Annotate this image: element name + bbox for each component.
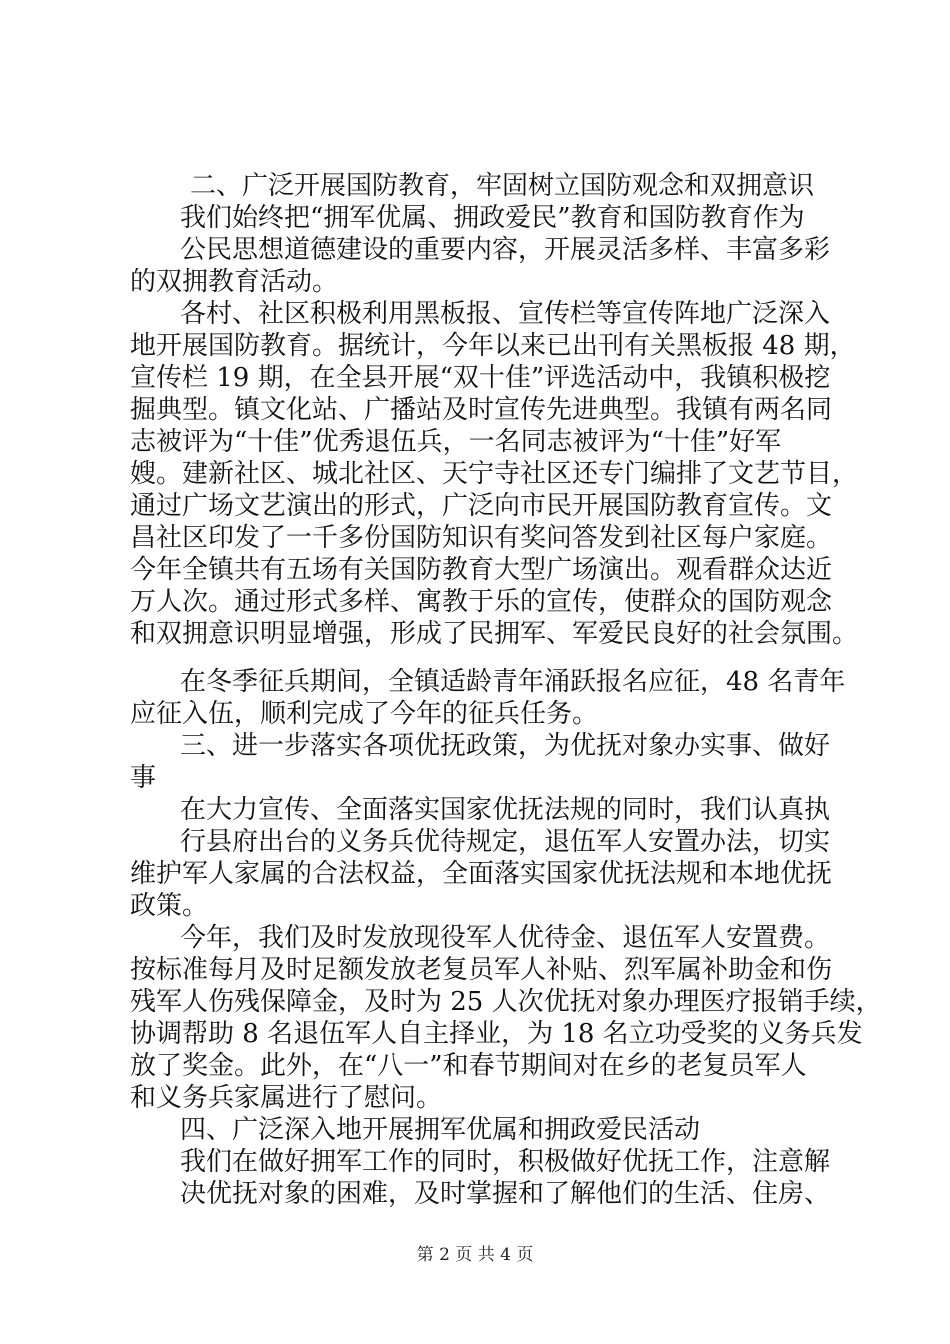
paragraph-line: 万人次。通过形式多样、寓教于乐的宣传，使群众的国防观念 <box>130 587 833 617</box>
paragraph-line: 协调帮助 8 名退伍军人自主择业，为 18 名立功受奖的义务兵发 <box>130 1019 863 1049</box>
section-heading: 四、广泛深入地开展拥军优属和拥政爱民活动 <box>180 1115 701 1145</box>
paragraph-line: 行县府出台的义务兵优待规定，退伍军人安置办法，切实 <box>180 827 831 857</box>
paragraph-line: 我们始终把“拥军优属、拥政爱民”教育和国防教育作为 <box>180 203 805 233</box>
paragraph-line: 和双拥意识明显增强，形成了民拥军、军爱民良好的社会氛围。 <box>130 619 859 649</box>
paragraph-line: 今年，我们及时发放现役军人优待金、退伍军人安置费。 <box>180 923 831 953</box>
paragraph-line: 残军人伤残保障金，及时为 25 人次优抚对象办理医疗报销手续， <box>130 987 882 1017</box>
paragraph-line: 决优抚对象的困难，及时掌握和了解他们的生活、住房、 <box>180 1179 831 1209</box>
paragraph-line: 放了奖金。此外，在“八一”和春节期间对在乡的老复员军人 <box>130 1051 807 1081</box>
paragraph-line: 维护军人家属的合法权益，全面落实国家优抚法规和本地优抚 <box>130 859 833 889</box>
paragraph-line: 和义务兵家属进行了慰问。 <box>130 1083 443 1113</box>
paragraph-line: 按标准每月及时足额发放老复员军人补贴、烈军属补助金和伤 <box>130 955 833 985</box>
paragraph-line: 今年全镇共有五场有关国防教育大型广场演出。观看群众达近 <box>130 555 833 585</box>
paragraph-line: 我们在做好拥军工作的同时，积极做好优抚工作，注意解 <box>180 1147 831 1177</box>
paragraph-line: 通过广场文艺演出的形式，广泛向市民开展国防教育宣传。文 <box>130 491 833 521</box>
paragraph-line: 在冬季征兵期间，全镇适龄青年涌跃报名应征，48 名青年 <box>180 667 846 697</box>
paragraph-line: 志被评为“十佳”优秀退伍兵，一名同志被评为“十佳”好军 <box>130 427 782 457</box>
paragraph-line: 昌社区印发了一千多份国防知识有奖问答发到社区每户家庭。 <box>130 523 833 553</box>
paragraph-line: 应征入伍，顺利完成了今年的征兵任务。 <box>130 699 599 729</box>
page-number-footer: 第 2 页 共 4 页 <box>416 1245 534 1265</box>
paragraph-line: 嫂。建新社区、城北社区、天宁寺社区还专门编排了文艺节目， <box>130 459 859 489</box>
paragraph-line: 各村、社区积极利用黑板报、宣传栏等宣传阵地广泛深入 <box>180 299 831 329</box>
paragraph-line: 政策。 <box>130 891 209 921</box>
paragraph-line: 公民思想道德建设的重要内容，开展灵活多样、丰富多彩 <box>180 235 831 265</box>
section-heading: 三、进一步落实各项优抚政策，为优抚对象办实事、做好 <box>180 731 831 761</box>
paragraph-line: 地开展国防教育。据统计，今年以来已出刊有关黑板报 48 期， <box>130 331 856 361</box>
paragraph-line: 宣传栏 19 期，在全县开展“双十佳”评选活动中，我镇积极挖 <box>130 363 831 393</box>
paragraph-line: 掘典型。镇文化站、广播站及时宣传先进典型。我镇有两名同 <box>130 395 833 425</box>
paragraph-line: 的双拥教育活动。 <box>130 267 339 297</box>
section-heading: 事 <box>130 763 157 793</box>
section-heading: 二、广泛开展国防教育，牢固树立国防观念和双拥意识 <box>190 171 815 201</box>
paragraph-line: 在大力宣传、全面落实国家优抚法规的同时，我们认真执 <box>180 795 831 825</box>
